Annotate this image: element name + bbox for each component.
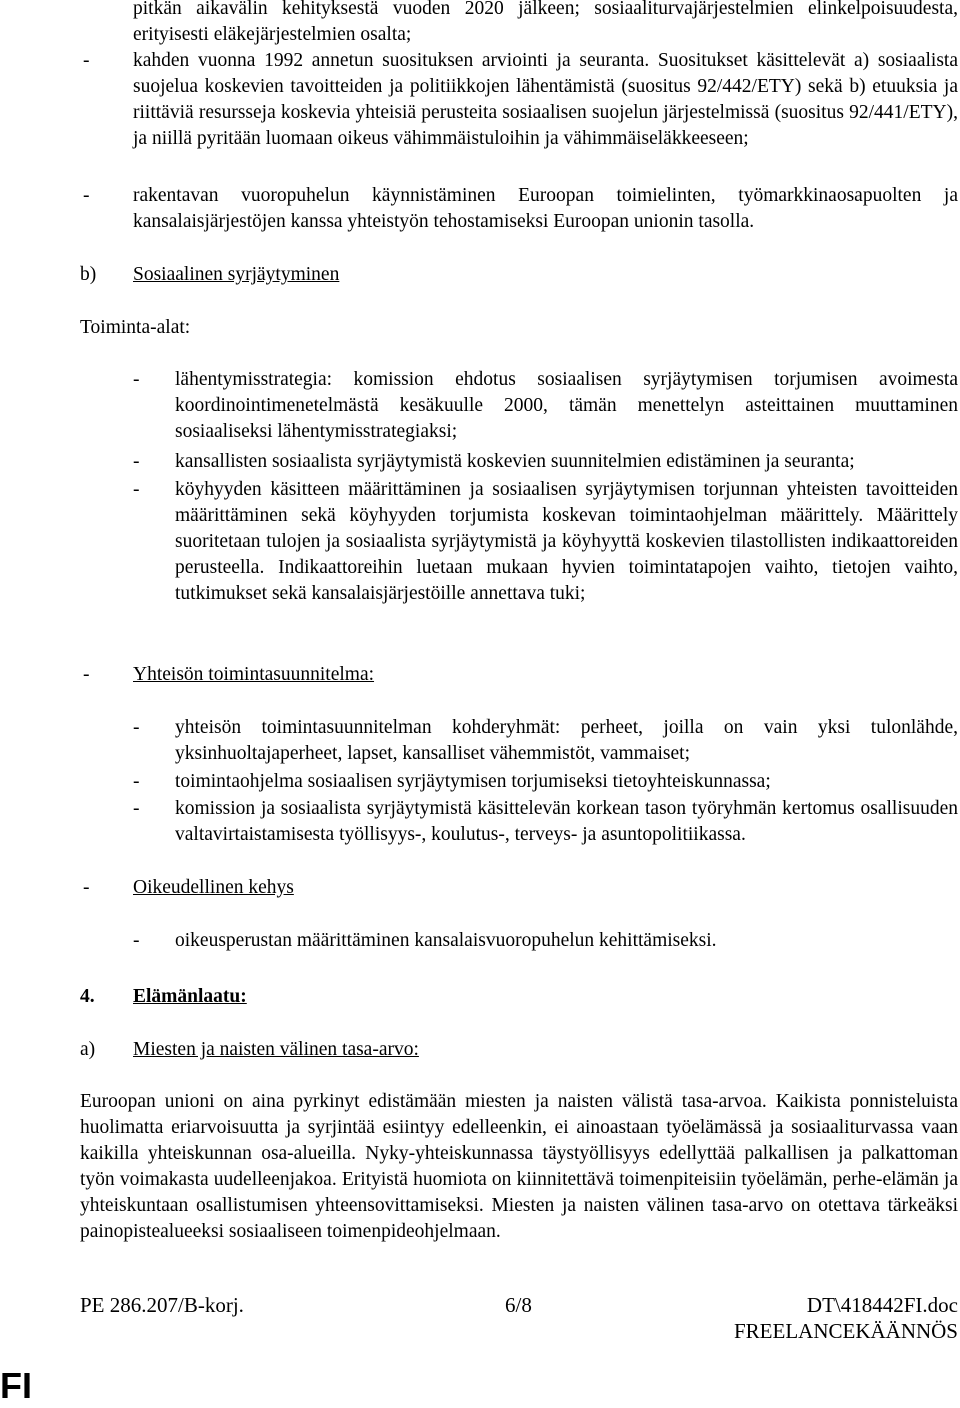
list-dash: - [133,479,140,500]
list-item [133,367,958,445]
list-item [133,477,958,607]
body-paragraph: Euroopan unioni on aina pyrkinyt edistämään miesten ja naisten välistä tasa-arvoa. Kaikista ponnisteluista huolimatta eriarvoisuutta ja syrjintää esiintyy edelleenkin, ei ainoastaan työelämässä ja sosiaaliturvassa vaan kaikilla yhteiskunnan osa-alueilla. Nyky-yhteiskunnassa täystyöllisyys edellyttää palkallisen ja palkattoman työn voimakasta uudelleenjakoa. Erityistä huomiota on kiinnitettävä toimenpiteisiin työelämän, perhe-elämän ja yhteiskuntaan osallistumisen yhteensovittamiseksi. Miesten ja naisten välinen tasa-arvo on otettava tärkeäksi painopistealueeksi sosiaaliseen toimenpideohjelmaan. [80,1091,958,1242]
list-item [133,928,958,954]
list-dash: - [133,798,140,819]
list-item [83,183,958,235]
section-title: Oikeudellinen kehys [133,877,294,898]
section-heading-4 [80,984,247,1010]
list-item-text: kansallisten sosiaalista syrjäytymistä koskevien suunnitelmien edistäminen ja seuranta; [175,451,855,472]
footer-reference: PE 286.207/B-korj. [80,1293,244,1317]
list-item-continuation [133,0,958,48]
list-dash: - [133,930,140,951]
footer-page-number: 6/8 [505,1293,532,1317]
list-item-text: oikeusperustan määrittäminen kansalaisvuoropuhelun kehittämiseksi. [175,930,717,951]
list-item [83,48,958,152]
list-item-text: yhteisön toimintasuunnitelman kohderyhmät: perheet, joilla on vain yksi tulonlähde, yksinhuoltajaperheet, lapset, kansalliset vähemmistöt, vammaiset; [175,717,958,764]
list-item [133,769,958,795]
list-item-text: komission ja sosiaalista syrjäytymistä käsittelevän korkean tason työryhmän kertomus osallisuuden valtavirtaistamisesta työllisyys-, koulutus-, terveys- ja asuntopolitiikassa. [175,798,958,845]
list-dash: - [133,771,140,792]
list-item-text: köyhyyden käsitteen määrittäminen ja sosiaalisen syrjäytymisen torjunnan yhteisten tavoitteiden määrittäminen sekä köyhyyden torjumista koskevan toimintaohjelman määrittely. Määrittely suoritetaan tulojen ja sosiaalista syrjäytymistä ja köyhyyttä koskevien tilastollisten indikaattoreiden perusteella. Indikaattoreihin luetaan mukaan hyvien toimintatapojen vaihto, tietojen vaihto, tutkimukset sekä kansalaisjärjestöille annettava tuki; [175,479,958,604]
list-dash: - [133,717,140,738]
list-item [133,449,958,475]
list-dash: - [83,664,90,685]
section-title: Miesten ja naisten välinen tasa-arvo: [133,1039,419,1060]
list-item-text: toimintaohjelma sosiaalisen syrjäytymisen torjumiseksi tietoyhteiskunnassa; [175,771,771,792]
subheading-toiminta-alat: Toiminta-alat: [80,317,191,338]
section-label: 4. [80,986,95,1007]
section-label: b) [80,264,97,285]
list-item-text: lähentymisstrategia: komission ehdotus sosiaalisen syrjäytymisen torjumisen avoimesta koordinointimenetelmästä kesäkuulle 2000, tämän menettelyn asteittainen muuttaminen sosiaaliseksi lähentymisstrategiaksi; [175,369,958,442]
list-dash: - [83,877,90,898]
list-dash: - [83,185,90,206]
footer-doc-id: DT\418442FI.doc [806,1293,958,1317]
list-item [133,715,958,767]
section-title: Sosiaalinen syrjäytyminen [133,264,340,285]
section-label: a) [80,1039,96,1060]
language-code: FI [0,1365,32,1406]
list-item-text: pitkän aikavälin kehityksestä vuoden 2020 jälkeen; sosiaaliturvajärjestelmien elinkelpoisuudesta, erityisesti eläkejärjestelmien osalta; [133,0,958,45]
list-dash: - [133,451,140,472]
footer-translation-note: FREELANCEKÄÄNNÖS [733,1319,958,1343]
section-heading-action-plan [83,662,958,688]
section-heading-b [80,262,339,288]
section-title: Elämänlaatu: [133,986,247,1007]
list-dash: - [83,50,90,71]
list-item-text: rakentavan vuoropuhelun käynnistäminen Euroopan toimielinten, työmarkkinaosapuolten ja kansalaisjärjestöjen kanssa yhteistyön tehostamiseksi Euroopan unionin tasolla. [133,185,958,232]
list-dash: - [133,369,140,390]
list-item [133,796,958,848]
section-heading-a [80,1037,419,1063]
list-item-text: kahden vuonna 1992 annetun suosituksen arviointi ja seuranta. Suositukset käsittelevät a) sosiaalista suojelua koskevien tavoitteiden ja politiikkojen lähentämistä (suositus 92/442/ETY) sekä b) etuuksia ja riittäviä resursseja koskevia yhteisiä perusteita sosiaalisen suojelun järjestelmissä (suositus 92/441/ETY), ja niillä pyritään luomaan oikeus vähimmäistuloihin ja vähimmäiseläkkeeseen; [133,50,958,149]
section-heading-legal-framework [83,875,958,901]
section-title: Yhteisön toimintasuunnitelma: [133,664,375,685]
